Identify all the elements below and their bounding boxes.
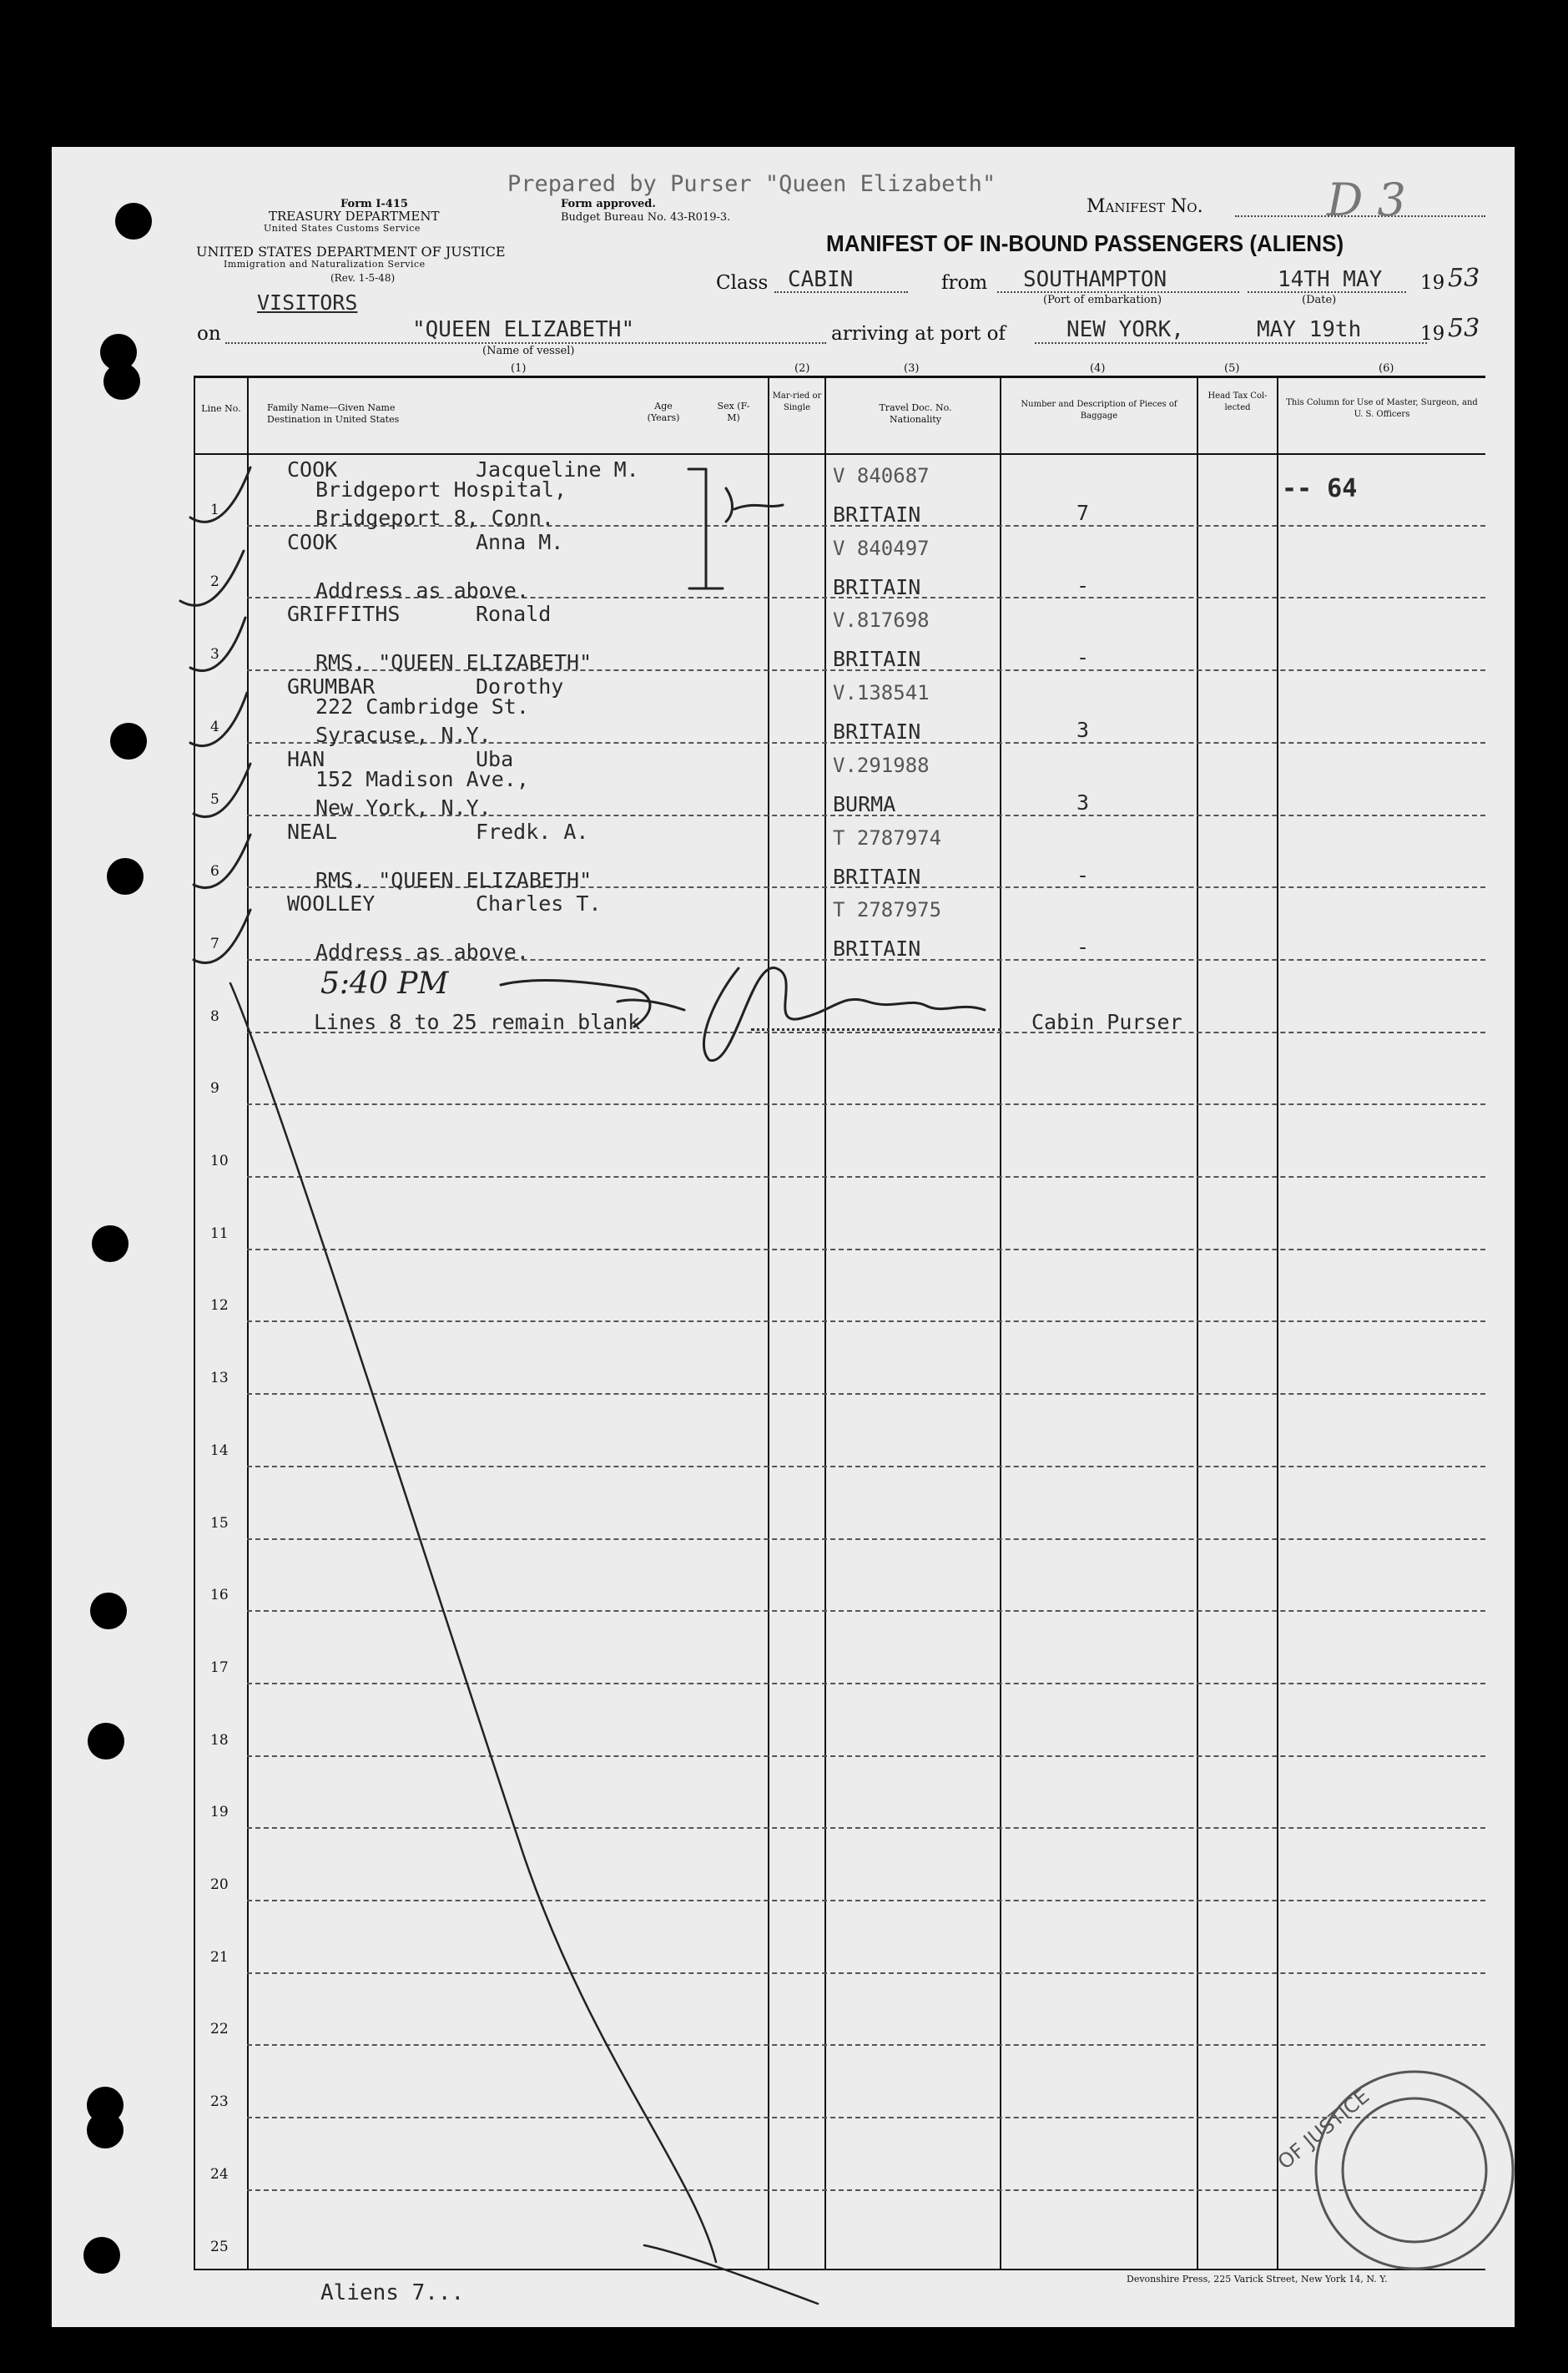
passenger-given-name: Charles T. (476, 891, 602, 916)
manifest-no-label: Manifest No. (1087, 196, 1203, 217)
passenger-destination: 152 Madison Ave., (315, 767, 529, 791)
passenger-family-name: COOK (287, 457, 338, 482)
ins-service: Immigration and Naturalization Service (224, 259, 426, 270)
travel-doc-number: V.138541 (833, 681, 930, 704)
port-caption: (Port of embarkation) (1043, 294, 1162, 306)
col-number: (5) (1224, 362, 1240, 375)
header-line-no: Line No. (201, 403, 241, 414)
header-sex: Sex (F-M) (717, 401, 750, 423)
line-number: 25 (210, 2239, 229, 2255)
prepared-by-note: Prepared by Purser "Queen Elizabeth" (507, 171, 996, 197)
line-number: 18 (210, 1732, 229, 1749)
header-travel-doc: Travel Doc. No. Nationality (879, 402, 952, 425)
passenger-destination: Syracuse, N.Y. (315, 723, 492, 747)
line-number: 13 (210, 1370, 229, 1386)
passenger-family-name: GRIFFITHS (287, 602, 401, 626)
passenger-destination: Address as above. (315, 578, 529, 603)
passenger-destination: Bridgeport 8, Conn. (315, 506, 554, 530)
treasury-department: TREASURY DEPARTMENT (269, 209, 440, 224)
vessel-caption: (Name of vessel) (482, 345, 575, 357)
passenger-destination: RMS. "QUEEN ELIZABETH" (315, 650, 592, 674)
arrival-date: MAY 19th (1257, 317, 1362, 342)
nationality: BRITAIN (833, 937, 921, 961)
passenger-given-name: Jacqueline M. (476, 457, 639, 482)
passenger-destination: New York, N.Y. (315, 795, 492, 820)
baggage-count: - (1076, 863, 1090, 887)
port-of-embarkation: SOUTHAMPTON (1023, 267, 1167, 292)
line-number: 20 (210, 1876, 229, 1893)
line-number: 3 (210, 646, 219, 663)
line-number: 22 (210, 2021, 229, 2037)
nationality: BURMA (833, 792, 896, 816)
passenger-given-name: Ronald (476, 602, 552, 626)
nationality: BRITAIN (833, 575, 921, 599)
customs-service: United States Customs Service (264, 223, 421, 234)
col-number: (6) (1379, 362, 1394, 375)
line-number: 14 (210, 1442, 229, 1459)
officer-note: -- 64 (1282, 474, 1358, 503)
svg-text:OF JUSTICE: OF JUSTICE (1273, 2084, 1374, 2174)
passenger-given-name: Dorothy (476, 674, 564, 699)
visitors-label: VISITORS (257, 290, 358, 315)
travel-doc-number: V.817698 (833, 608, 930, 632)
col-number: (4) (1090, 362, 1106, 375)
line-number: 16 (210, 1587, 229, 1603)
passenger-given-name: Fredk. A. (476, 820, 589, 844)
header-baggage: Number and Description of Pieces of Baggage (1021, 400, 1177, 421)
line-number: 2 (210, 573, 219, 590)
line-number: 15 (210, 1515, 229, 1532)
manifest-no-value: D 3 (1327, 174, 1406, 226)
baggage-count: - (1076, 573, 1090, 598)
passenger-family-name: HAN (287, 747, 325, 771)
revision: (Rev. 1-5-48) (330, 272, 396, 284)
nationality: BRITAIN (833, 865, 921, 889)
year-prefix: 19 (1420, 272, 1445, 294)
passenger-family-name: WOOLLEY (287, 891, 376, 916)
passenger-family-name: COOK (287, 530, 338, 554)
printer-credit: Devonshire Press, 225 Varick Street, New York 14, N. Y. (1127, 2274, 1388, 2285)
remain-blank-note: Lines 8 to 25 remain blank (314, 1010, 641, 1034)
nationality: BRITAIN (833, 647, 921, 671)
line-number: 9 (210, 1080, 219, 1097)
class-label: Class (716, 272, 769, 294)
department-of-justice: UNITED STATES DEPARTMENT OF JUSTICE (196, 244, 506, 260)
on-label: on (197, 323, 221, 345)
manifest-title: MANIFEST OF IN-BOUND PASSENGERS (ALIENS) (826, 230, 1344, 256)
passenger-destination: 222 Cambridge St. (315, 694, 529, 719)
form-number: Form I-415 (340, 198, 408, 210)
passenger-given-name: Uba (476, 747, 514, 771)
passenger-family-name: NEAL (287, 820, 338, 844)
line-number: 6 (210, 863, 219, 880)
vessel-name: "QUEEN ELIZABETH" (412, 317, 635, 342)
col-number: (1) (511, 362, 527, 375)
nationality: BRITAIN (833, 719, 921, 744)
budget-bureau: Budget Bureau No. 43-R019-3. (561, 211, 731, 224)
col-number: (3) (904, 362, 920, 375)
form-approved: Form approved. (561, 198, 656, 210)
baggage-count: - (1076, 935, 1090, 959)
line-number: 17 (210, 1659, 229, 1676)
baggage-count: 3 (1076, 718, 1090, 742)
passenger-family-name: GRUMBAR (287, 674, 376, 699)
passenger-destination: Address as above. (315, 940, 529, 964)
line-number: 1 (210, 502, 219, 518)
header-head-tax: Head Tax Col-lected (1208, 391, 1268, 412)
from-label: from (941, 272, 988, 294)
baggage-count: - (1076, 645, 1090, 669)
line-number: 7 (210, 936, 219, 952)
header-officers: This Column for Use of Master, Surgeon, and U. S. Officers (1286, 398, 1478, 419)
baggage-count: 3 (1076, 790, 1090, 815)
travel-doc-number: V.291988 (833, 754, 930, 777)
departure-year: 53 (1448, 264, 1480, 293)
arrival-year: 53 (1448, 314, 1480, 343)
arriving-label: arriving at port of (831, 323, 1006, 345)
passenger-destination: RMS. "QUEEN ELIZABETH" (315, 868, 592, 892)
line-number: 24 (210, 2166, 229, 2183)
travel-doc-number: V 840497 (833, 537, 930, 560)
line-number: 10 (210, 1153, 229, 1169)
travel-doc-number: V 840687 (833, 464, 930, 487)
aliens-total: Aliens 7... (320, 2280, 465, 2305)
header-name: Family Name—Given Name Destination in United States (267, 402, 400, 425)
date-caption: (Date) (1302, 294, 1337, 306)
header-married: Mar-ried or Single (772, 391, 822, 412)
line-number: 21 (210, 1949, 229, 1966)
passenger-destination: Bridgeport Hospital, (315, 477, 567, 502)
line-number: 4 (210, 719, 219, 735)
header-age: Age (Years) (647, 401, 680, 423)
passenger-given-name: Anna M. (476, 530, 564, 554)
departure-date: 14TH MAY (1278, 267, 1383, 292)
col-number: (2) (794, 362, 810, 375)
line-number: 19 (210, 1804, 229, 1820)
travel-doc-number: T 2787974 (833, 826, 942, 850)
travel-doc-number: T 2787975 (833, 898, 942, 921)
arrival-port: NEW YORK, (1066, 317, 1184, 342)
line-number: 11 (210, 1225, 229, 1242)
line-number: 5 (210, 791, 219, 808)
class-value: CABIN (788, 267, 854, 292)
line-number: 8 (210, 1008, 219, 1025)
baggage-count: 7 (1076, 501, 1090, 525)
line-number: 12 (210, 1297, 229, 1314)
purser-label: Cabin Purser (1031, 1010, 1182, 1034)
handwritten-time: 5:40 PM (320, 967, 449, 1001)
nationality: BRITAIN (833, 502, 921, 527)
arrival-year-prefix: 19 (1420, 323, 1445, 345)
line-number: 23 (210, 2093, 229, 2110)
